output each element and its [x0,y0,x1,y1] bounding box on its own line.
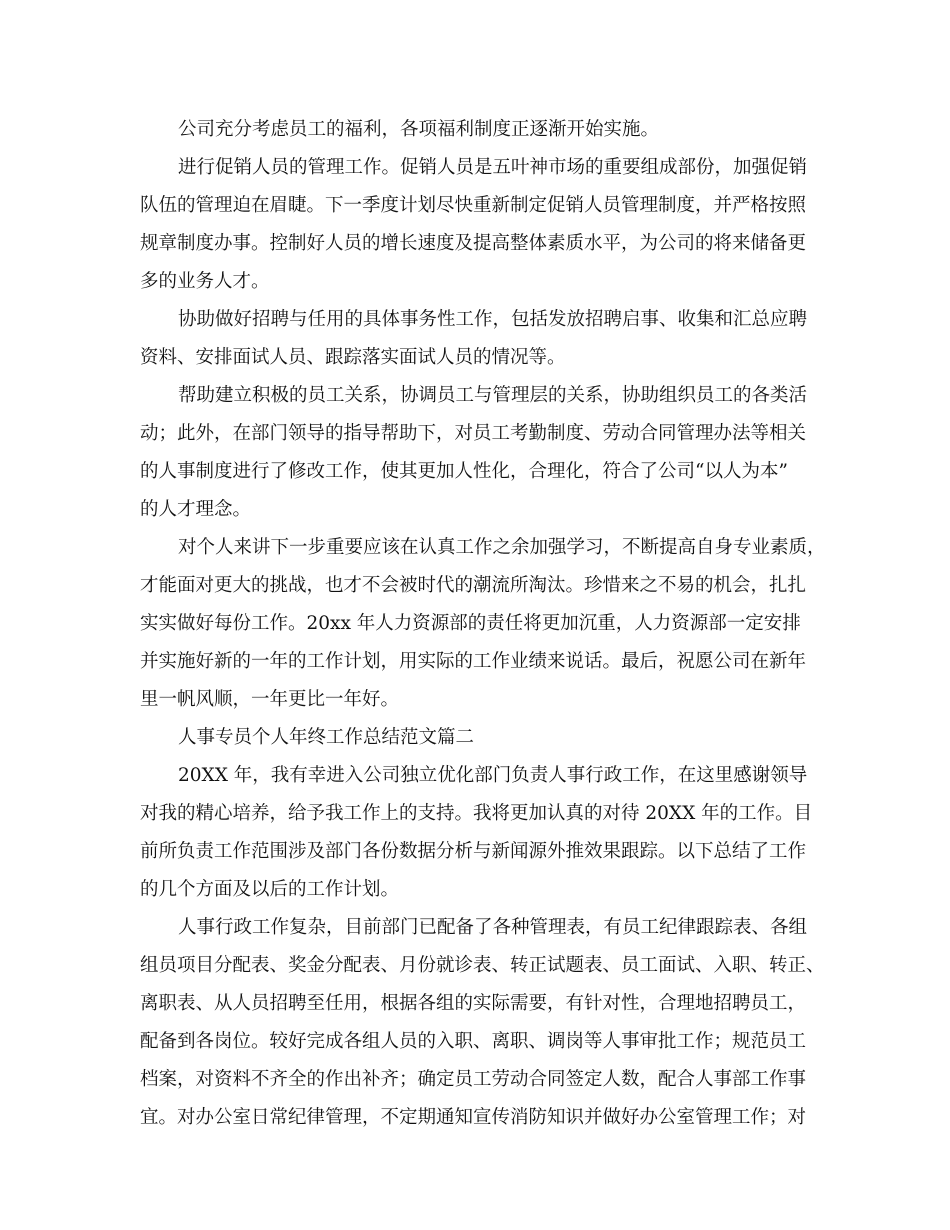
text-line: 协助做好招聘与任用的具体事务性工作，包括发放招聘启事、收集和汇总应聘 [178,309,808,330]
text-line: 对我的精心培养，给予我工作上的支持。我将更加认真的对待 20XX 年的工作。目 [140,803,813,824]
text-line: 多的业务人才。 [140,271,270,292]
text-line: 并实施好新的一年的工作计划，用实际的工作业绩来说话。最后，祝愿公司在新年 [140,651,807,672]
text-line: 离职表、从人员招聘至任用，根据各组的实际需要，有针对性，合理地招聘员工， [140,993,807,1014]
text-line: 公司充分考虑员工的福利，各项福利制度正逐渐开始实施。 [178,119,660,140]
text-line: 对个人来讲下一步重要应该在认真工作之余加强学习，不断提高自身专业素质， [178,537,826,558]
text-line: 进行促销人员的管理工作。促销人员是五叶神市场的重要组成部份，加强促销 [178,157,808,178]
text-line: 配备到各岗位。较好完成各组人员的入职、离职、调岗等人事审批工作；规范员工 [140,1031,807,1052]
section-heading: 人事专员个人年终工作总结范文篇二 [178,727,475,748]
text-line: 组员项目分配表、奖金分配表、月份就诊表、转正试题表、员工面试、入职、转正、 [140,955,825,976]
text-line: 队伍的管理迫在眉睫。下一季度计划尽快重新制定促销人员管理制度，并严格按照 [140,195,807,216]
text-line: 前所负责工作范围涉及部门各份数据分析与新闻源外推效果跟踪。以下总结了工作 [140,841,807,862]
text-line: 档案，对资料不齐全的作出补齐；确定员工劳动合同签定人数，配合人事部工作事 [140,1069,807,1090]
text-line: 的人才理念。 [140,499,252,520]
text-line: 宜。对办公室日常纪律管理，不定期通知宣传消防知识并做好办公室管理工作；对 [140,1107,807,1128]
text-line: 的几个方面及以后的工作计划。 [140,879,400,900]
text-line: 资料、安排面试人员、跟踪落实面试人员的情况等。 [140,347,566,368]
text-line: 实实做好每份工作。20xx 年人力资源部的责任将更加沉重，人力资源部一定安排 [140,613,801,634]
text-line: 人事行政工作复杂，目前部门已配备了各种管理表，有员工纪律跟踪表、各组 [178,917,808,938]
text-line: 动；此外，在部门领导的指导帮助下，对员工考勤制度、劳动合同管理办法等相关 [140,423,807,444]
text-line: 20XX 年，我有幸进入公司独立优化部门负责人事行政工作，在这里感谢领导 [178,765,808,786]
text-line: 里一帆风顺，一年更比一年好。 [140,689,400,710]
text-line: 规章制度办事。控制好人员的增长速度及提高整体素质水平，为公司的将来储备更 [140,233,807,254]
text-line: 才能面对更大的挑战，也才不会被时代的潮流所淘汰。珍惜来之不易的机会，扎扎 [140,575,807,596]
text-line: 帮助建立积极的员工关系，协调员工与管理层的关系，协助组织员工的各类活 [178,385,808,406]
text-line: 的人事制度进行了修改工作，使其更加人性化，合理化，符合了公司“以人为本” [140,461,788,482]
